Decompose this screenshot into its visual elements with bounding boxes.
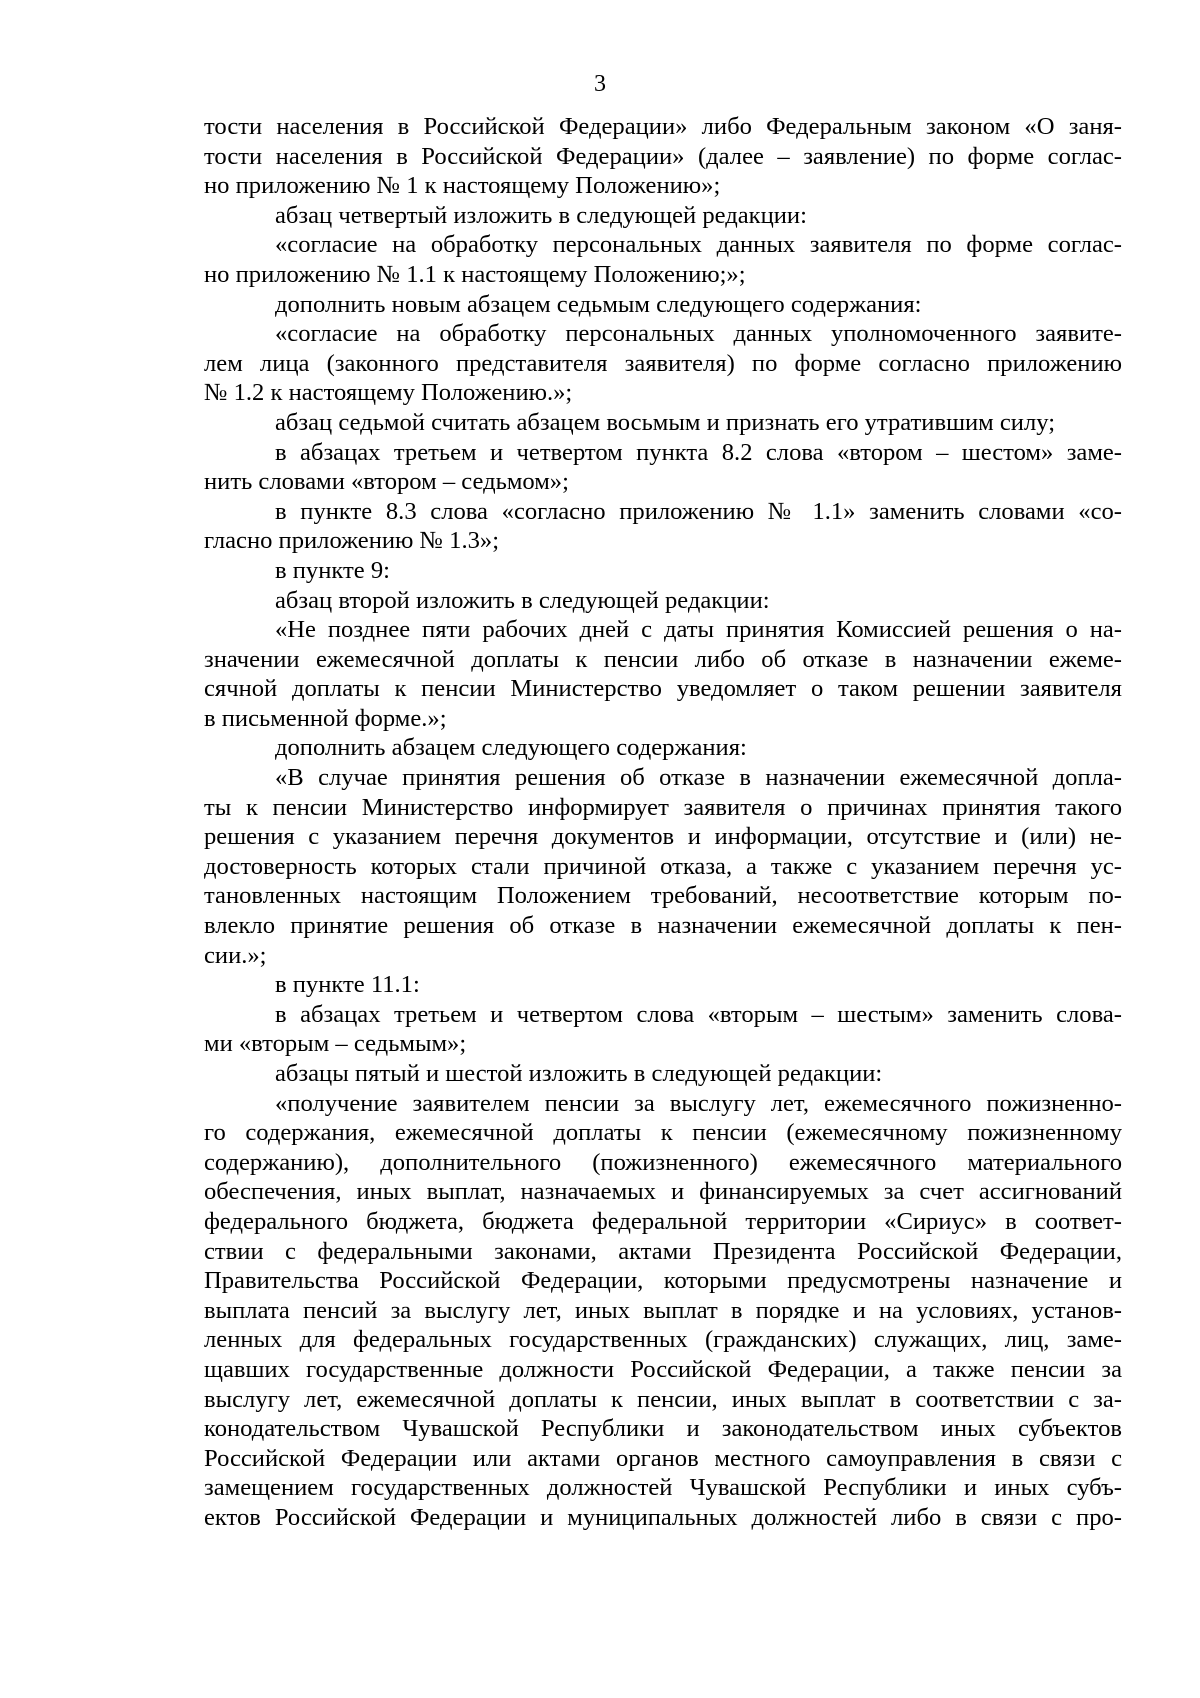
text-line: ленных для федеральных государственных (гражданских) служащих, лиц, заме- [204, 1326, 1122, 1354]
text-line: в абзацах третьем и четвертом пункта 8.2 слова «втором – шестом» заме- [275, 438, 1122, 466]
text-line: го содержания, ежемесячной доплаты к пенсии (ежемесячному пожизненному [204, 1119, 1122, 1147]
text-line: но приложению № 1.1 к настоящему Положению;»; [204, 260, 746, 288]
text-line: Российской Федерации или актами органов местного самоуправления в связи с [204, 1444, 1122, 1472]
text-line: в пункте 11.1: [275, 971, 420, 999]
text-line: «В случае принятия решения об отказе в назначении ежемесячной допла- [275, 764, 1122, 792]
text-line: но приложению № 1 к настоящему Положению»; [204, 172, 721, 200]
text-line: тости населения в Российской Федерации» (далее – заявление) по форме соглас- [204, 142, 1122, 170]
page-number: 3 [594, 71, 606, 97]
text-line: федерального бюджета, бюджета федеральной территории «Сириус» в соответ- [204, 1207, 1122, 1235]
text-line: сячной доплаты к пенсии Министерство уведомляет о таком решении заявителя [204, 675, 1122, 703]
text-line: «получение заявителем пенсии за выслугу лет, ежемесячного пожизненно- [275, 1089, 1122, 1117]
text-line: достоверность которых стали причиной отказа, а также с указанием перечня ус- [204, 852, 1122, 880]
text-line: решения с указанием перечня документов и информации, отсутствие и (или) не- [204, 823, 1122, 851]
text-line: влекло принятие решения об отказе в назначении ежемесячной доплаты к пен- [204, 912, 1122, 940]
text-line: дополнить новым абзацем седьмым следующего содержания: [275, 290, 922, 318]
text-line: обеспечения, иных выплат, назначаемых и финансируемых за счет ассигнований [204, 1178, 1122, 1206]
text-line: выслугу лет, ежемесячной доплаты к пенсии, иных выплат в соответствии с за- [204, 1385, 1122, 1413]
text-line: Правительства Российской Федерации, которыми предусмотрены назначение и [204, 1267, 1122, 1295]
text-line: содержанию), дополнительного (пожизненного) ежемесячного материального [204, 1148, 1122, 1176]
text-line: гласно приложению № 1.3»; [204, 527, 500, 555]
text-line: абзац седьмой считать абзацем восьмым и признать его утратившим силу; [275, 408, 1056, 436]
text-line: ты к пенсии Министерство информирует заявителя о причинах принятия такого [204, 793, 1122, 821]
text-line: № 1.2 к настоящему Положению.»; [204, 379, 573, 407]
text-line: в письменной форме.»; [204, 704, 447, 732]
text-line: абзац четвертый изложить в следующей редакции: [275, 201, 807, 229]
text-line: в пункте 9: [275, 556, 390, 584]
text-line: конодательством Чувашской Республики и законодательством иных субъектов [204, 1415, 1122, 1443]
text-line: сии.»; [204, 941, 267, 969]
text-line: «Не позднее пяти рабочих дней с даты принятия Комиссией решения о на- [275, 616, 1122, 644]
text-line: ектов Российской Федерации и муниципальных должностей либо в связи с про- [204, 1503, 1122, 1531]
text-line: в абзацах третьем и четвертом слова «вторым – шестым» заменить слова- [275, 1000, 1122, 1028]
text-line: тановленных настоящим Положением требований, несоответствие которым по- [204, 882, 1122, 910]
text-line: ми «вторым – седьмым»; [204, 1030, 467, 1058]
text-line: выплата пенсий за выслугу лет, иных выплат в порядке и на условиях, установ- [204, 1296, 1122, 1324]
text-line: абзац второй изложить в следующей редакции: [275, 586, 770, 614]
text-line: значении ежемесячной доплаты к пенсии либо об отказе в назначении ежеме- [204, 645, 1122, 673]
text-line: тости населения в Российской Федерации» либо Федеральным законом «О заня- [204, 113, 1122, 140]
text-line: «согласие на обработку персональных данных заявителя по форме соглас- [275, 231, 1122, 259]
text-line: щавших государственные должности Российской Федерации, а также пенсии за [204, 1355, 1122, 1383]
text-line: лем лица (законного представителя заявителя) по форме согласно приложению [204, 349, 1122, 377]
text-line: нить словами «втором – седьмом»; [204, 468, 569, 496]
text-line: «согласие на обработку персональных данных уполномоченного заявите- [275, 320, 1122, 348]
text-line: в пункте 8.3 слова «согласно приложению № 1.1» заменить словами «со- [275, 497, 1122, 525]
text-line: замещением государственных должностей Чувашской Республики и иных субъ- [204, 1474, 1122, 1502]
document-body [204, 112, 1122, 1533]
text-line: дополнить абзацем следующего содержания: [275, 734, 747, 762]
text-line: ствии с федеральными законами, актами Президента Российской Федерации, [204, 1237, 1122, 1265]
text-line: абзацы пятый и шестой изложить в следующей редакции: [275, 1060, 883, 1087]
